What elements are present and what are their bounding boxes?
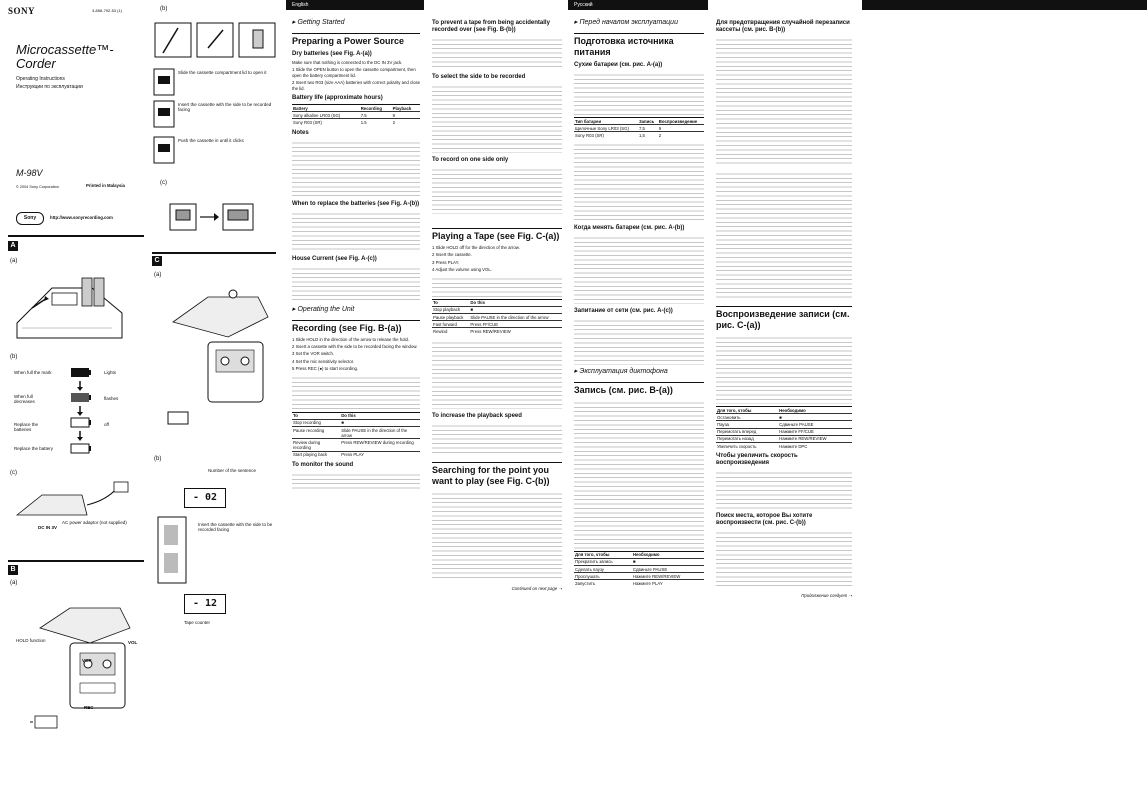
battery-life-table bbox=[292, 104, 420, 126]
counter-display-1: - 02 bbox=[184, 488, 226, 508]
search-filler bbox=[432, 490, 562, 580]
ru-continued-text: Продолжение следует bbox=[801, 593, 848, 599]
table-cell: 1,5 bbox=[638, 132, 658, 139]
cassette-window-illustration bbox=[168, 200, 258, 235]
col2-divider-c bbox=[152, 252, 276, 254]
table-row bbox=[574, 580, 704, 587]
rec-step-4: 4 Set the mic sensitivity selector. bbox=[292, 358, 355, 364]
monitor-heading: To monitor the sound bbox=[292, 462, 354, 469]
ru-protect-filler bbox=[716, 36, 852, 166]
website-url[interactable]: http://www.sonyrecording.com bbox=[50, 215, 113, 220]
table-cell: Rewind bbox=[432, 328, 469, 335]
table-cell: 2 bbox=[392, 119, 420, 126]
battery-insert-illustration bbox=[12, 268, 142, 343]
battery-note-3: off bbox=[104, 422, 109, 427]
table-row bbox=[292, 105, 420, 112]
table-header: Do this bbox=[469, 299, 562, 306]
table-row bbox=[716, 435, 852, 442]
table-cell: Sony R03 (SR) bbox=[292, 119, 360, 126]
table-header: Запись bbox=[638, 118, 658, 125]
dry-step-1: 1 Slide the OPEN button to open the cassette compartment, then open the battery compartment lid. bbox=[292, 67, 416, 78]
play-filler bbox=[432, 275, 562, 297]
table-cell: Stop recording bbox=[292, 419, 340, 426]
printed-in: Printed in Malaysia bbox=[86, 183, 125, 188]
b-label-vol: VOL bbox=[128, 640, 138, 645]
table-row bbox=[292, 119, 420, 126]
ru-recording-heading: Запись (см. рис. B-(a)) bbox=[574, 382, 704, 396]
table-cell: Прослушать bbox=[574, 573, 632, 580]
table-cell: 9 bbox=[392, 112, 420, 119]
ru-playing-heading: Воспроизведение записи (см. рис. C-(a)) bbox=[716, 306, 852, 331]
ru-prep-power: Подготовка источника питания bbox=[574, 33, 704, 58]
col2-note-2: Insert the cassette with the side to be recorded facing bbox=[178, 102, 272, 113]
ru-replace-filler bbox=[574, 234, 704, 304]
english-column-2 bbox=[426, 0, 566, 806]
figures-column bbox=[148, 0, 280, 806]
russian-lang-bar: Русский bbox=[568, 0, 708, 10]
table-row bbox=[432, 306, 562, 313]
table-cell: ■ bbox=[469, 306, 562, 313]
ru-getting-started: ▸ Перед началом эксплуатации bbox=[574, 19, 678, 26]
fig-c-sub-b: (b) bbox=[154, 456, 162, 462]
table-cell: Перемотать назад bbox=[716, 435, 778, 442]
dry-batteries-heading: Dry batteries (see Fig. A-(a)) bbox=[292, 51, 372, 57]
table-row bbox=[292, 412, 420, 419]
col2-note-3: Push the cassette in until it clicks bbox=[178, 138, 244, 143]
english-lang-bar: English bbox=[286, 0, 424, 10]
getting-started-text: Getting Started bbox=[297, 19, 345, 26]
table-row bbox=[574, 125, 704, 132]
rec-step-2: 2 Insert a cassette with the side to be recorded facing the window. bbox=[292, 344, 418, 350]
table-cell: Пауза bbox=[716, 421, 778, 428]
table-cell: 9 bbox=[658, 125, 704, 132]
table-row bbox=[574, 573, 704, 580]
table-row bbox=[716, 428, 852, 435]
ru-getting-started-text: Перед началом эксплуатации bbox=[579, 19, 678, 26]
table-row bbox=[292, 439, 420, 451]
select-side-heading: To select the side to be recorded bbox=[432, 74, 526, 80]
table-row bbox=[574, 551, 704, 558]
ru-battery-table bbox=[574, 117, 704, 139]
rec-step-3: 3 Set the VOR switch. bbox=[292, 351, 335, 357]
ru-continued: Продолжение следует ➝ bbox=[801, 593, 852, 599]
table-cell: Остановить bbox=[716, 414, 778, 421]
fig-a-sub-b: (b) bbox=[10, 354, 18, 360]
speed-filler bbox=[432, 422, 562, 456]
table-cell: ■ bbox=[340, 419, 420, 426]
brand-logo: SONY bbox=[8, 6, 36, 16]
figure-c-label: C bbox=[152, 256, 162, 266]
house-current-heading: House Current (see Fig. A-(c)) bbox=[292, 255, 377, 262]
increase-speed-heading: To increase the playback speed bbox=[432, 412, 522, 419]
recording-table bbox=[292, 412, 420, 458]
cassette-side-icon-2 bbox=[153, 100, 175, 128]
table-header: Для того, чтобы bbox=[716, 407, 778, 414]
ru-speed-filler bbox=[716, 469, 852, 509]
table-row bbox=[574, 118, 704, 125]
playing-heading: Playing a Tape (see Fig. C-(a)) bbox=[432, 228, 562, 242]
battery-step-4: Replace the battery bbox=[14, 446, 54, 451]
table-header: Необходимо bbox=[778, 407, 852, 414]
dc-in-label: DC IN 3V bbox=[38, 525, 58, 530]
play-step-2: 2 Insert the cassette. bbox=[432, 252, 472, 258]
battery-life-heading: Battery life (approximate hours) bbox=[292, 95, 383, 102]
table-header: Battery bbox=[292, 105, 360, 112]
table-cell: Нажмите PLAY bbox=[632, 580, 704, 587]
table-cell: Start playing back bbox=[292, 451, 340, 458]
prep-power-heading: Preparing a Power Source bbox=[292, 33, 420, 47]
monitor-filler bbox=[292, 471, 420, 491]
table-row bbox=[716, 407, 852, 414]
ru-search-filler bbox=[716, 529, 852, 589]
cover-column bbox=[0, 0, 148, 806]
table-cell: ■ bbox=[632, 558, 704, 565]
fig-a-sub-c: (c) bbox=[10, 470, 17, 476]
table-row bbox=[292, 112, 420, 119]
ru-search-heading: Поиск места, которое Вы хотите воспроизвести (см. рис. C-(b)) bbox=[716, 513, 813, 527]
table-header: To bbox=[292, 412, 340, 419]
table-cell: Review during recording bbox=[292, 439, 340, 451]
table-cell: 7.5 bbox=[360, 112, 392, 119]
table-header: Воспроизведение bbox=[658, 118, 704, 125]
figure-b-label: B bbox=[8, 565, 18, 575]
tape-sides-illustration bbox=[156, 515, 196, 585]
protect-heading: To prevent a tape from being accidentally recorded over (see Fig. B-(b)) bbox=[432, 20, 550, 33]
table-row bbox=[432, 328, 562, 335]
table-row bbox=[574, 132, 704, 139]
one-side-filler bbox=[432, 166, 562, 214]
table-cell: Press REW/REVIEW bbox=[469, 328, 562, 335]
table-cell: Сдвиньте PAUSE bbox=[632, 566, 704, 573]
ru-protect-heading: Для предотвращения случайной перезаписи кассеты (см. рис. B-(b)) bbox=[716, 20, 850, 33]
english-continued: Continued on next page ➝ bbox=[511, 585, 562, 591]
model-name: M-98V bbox=[16, 168, 43, 178]
ops-en: Operating Instructions bbox=[16, 76, 65, 82]
play-step-3: 3 Press PLAY. bbox=[432, 259, 460, 265]
ru-speed-heading: Чтобы увеличить скорость воспроизведения bbox=[716, 453, 798, 467]
table-cell: Slide PAUSE in the direction of the arrow bbox=[340, 427, 420, 439]
protect-filler bbox=[432, 36, 562, 70]
operating-heading: ▸ Operating the Unit bbox=[292, 305, 355, 313]
ru-dry-batteries: Сухие батареи (см. рис. A-(a)) bbox=[574, 62, 663, 68]
table-row bbox=[292, 451, 420, 458]
searching-heading: Searching for the point you want to play (see Fig. C-(b)) bbox=[432, 462, 562, 487]
rec-step-1: 1 Slide HOLD in the direction of the arrow to release the hold. bbox=[292, 336, 410, 342]
table-cell: 2 bbox=[658, 132, 704, 139]
rec-filler bbox=[292, 374, 420, 410]
cover-divider bbox=[8, 235, 144, 237]
copyright: © 2004 Sony Corporation bbox=[16, 185, 59, 189]
table-cell: Slide PAUSE in the direction of the arrow bbox=[469, 314, 562, 321]
ru-operating: ▸ Эксплуатация диктофона bbox=[574, 367, 668, 375]
table-row bbox=[716, 414, 852, 421]
getting-started-heading: ▸ Getting Started bbox=[292, 19, 345, 26]
cover-divider-b bbox=[8, 560, 144, 562]
battery-step-2: When full decreases bbox=[14, 394, 35, 405]
table-row bbox=[432, 299, 562, 306]
table-cell: Press FF/CUE bbox=[469, 321, 562, 328]
play-step-4: 4 Adjust the volume using VOL. bbox=[432, 267, 492, 273]
table-cell: Нажмите DPC bbox=[778, 443, 852, 450]
product-title-2: Corder bbox=[16, 56, 56, 71]
ops-ru: Инструкции по эксплуатации bbox=[16, 84, 83, 90]
part-number: 3-858-792-53 (1) bbox=[92, 8, 123, 13]
table-cell: ■ bbox=[778, 414, 852, 421]
table-cell: Запустить bbox=[574, 580, 632, 587]
table-row bbox=[574, 566, 704, 573]
table-cell: Sony R03 (SR) bbox=[574, 132, 638, 139]
rec-step-5: 5 Press REC (●) to start recording. bbox=[292, 366, 359, 372]
operating-text: Operating the Unit bbox=[297, 305, 355, 313]
table-header: Playback bbox=[392, 105, 420, 112]
table-header: To bbox=[432, 299, 469, 306]
tab-break-illustration bbox=[153, 18, 278, 63]
product-title-1: Microcassette™- bbox=[16, 42, 114, 57]
table-cell: Нажмите REW/REVIEW bbox=[778, 435, 852, 442]
one-side-heading: To record on one side only bbox=[432, 157, 509, 163]
table-row bbox=[292, 419, 420, 426]
b-label-rec: REC bbox=[84, 705, 94, 710]
cassette-side-icon-3 bbox=[153, 136, 175, 164]
play-step-1: 1 Slide HOLD off for the direction of the arrow. bbox=[432, 245, 520, 250]
table-cell: Нажмите REW/REVIEW bbox=[632, 573, 704, 580]
ru-notes-filler bbox=[574, 141, 704, 221]
table-row bbox=[432, 314, 562, 321]
table-cell: Сделать паузу bbox=[574, 566, 632, 573]
table-header: Do this bbox=[340, 412, 420, 419]
notes-filler bbox=[292, 139, 420, 197]
recording-heading: Recording (see Fig. B-(a)) bbox=[292, 320, 420, 334]
battery-note-1: Lights bbox=[104, 370, 117, 375]
ru-operating-text: Эксплуатация диктофона bbox=[579, 367, 668, 375]
battery-step-1: When full the mark bbox=[14, 370, 52, 375]
ru-replace-heading: Когда менять батареи (см. рис. A-(b)) bbox=[574, 224, 685, 231]
counter-label-1: Number of the sentence bbox=[208, 468, 257, 473]
playback-table bbox=[432, 299, 562, 335]
b-label-vor: VOR bbox=[82, 658, 92, 663]
table-row bbox=[432, 321, 562, 328]
table-cell: Stop playback bbox=[432, 306, 469, 313]
fig-b-sub-b: (b) bbox=[160, 6, 168, 12]
table-cell: Press REW/REVIEW during recording bbox=[340, 439, 420, 451]
table-header: Тип батареи bbox=[574, 118, 638, 125]
table-cell: Сдвиньте PAUSE bbox=[778, 421, 852, 428]
battery-level-icons bbox=[67, 364, 97, 464]
fig-b-sub-c: (c) bbox=[160, 180, 167, 186]
battery-note-2: flashes bbox=[104, 396, 119, 401]
dry-intro: Make sure that nothing is connected to the DC IN 3V jack. bbox=[292, 60, 403, 65]
counter-display-2: - 12 bbox=[184, 594, 226, 614]
table-header: Необходимо bbox=[632, 551, 704, 558]
table-cell: Pause playback bbox=[432, 314, 469, 321]
ru-dry-filler bbox=[574, 71, 704, 115]
table-row bbox=[716, 421, 852, 428]
ac-adaptor-note: AC power adaptor (not supplied) bbox=[62, 520, 127, 525]
notes-heading: Notes bbox=[292, 129, 309, 136]
english-continued-text: Continued on next page bbox=[511, 585, 558, 591]
table-header: Для того, чтобы bbox=[574, 551, 632, 558]
dry-step-2: 2 Insert two R03 (size AAA) batteries with correct polarity and close the lid. bbox=[292, 80, 421, 91]
table-cell: Увеличить скорость bbox=[716, 443, 778, 450]
battery-step-3: Replace the batteries bbox=[14, 422, 39, 433]
ru-playback-table bbox=[716, 406, 852, 449]
figure-a-label: A bbox=[8, 241, 18, 251]
right-edge-bar bbox=[862, 0, 1147, 10]
english-column-1 bbox=[286, 0, 424, 806]
table-cell: Прекратить запись bbox=[574, 558, 632, 565]
table-row bbox=[716, 443, 852, 450]
russian-column-2 bbox=[710, 0, 856, 806]
table-cell: 7,5 bbox=[638, 125, 658, 132]
table-header: Recording bbox=[360, 105, 392, 112]
b-label-hold: HOLD function bbox=[16, 638, 46, 643]
table-cell: Press PLAY bbox=[340, 451, 420, 458]
ru-house-heading: Запитание от сети (см. рис. A-(c)) bbox=[574, 307, 673, 314]
table-cell: Sony alkaline LR03 (SG) bbox=[292, 112, 360, 119]
ru-misc-filler bbox=[716, 170, 852, 300]
fig-c-sub-a: (a) bbox=[154, 272, 162, 278]
table-cell: Fast forward bbox=[432, 321, 469, 328]
replace-heading: When to replace the batteries (see Fig. A-(b)) bbox=[292, 200, 420, 207]
playback-illustration bbox=[158, 282, 276, 442]
fig-b-sub-a: (a) bbox=[10, 580, 18, 586]
table-cell: 1.5 bbox=[360, 119, 392, 126]
house-filler bbox=[292, 265, 420, 303]
table-cell: Pause recording bbox=[292, 427, 340, 439]
table-cell: Перемотать вперед bbox=[716, 428, 778, 435]
ru-recording-table bbox=[574, 551, 704, 587]
russian-column-1 bbox=[568, 0, 708, 806]
col2-note-c1: Insert the cassette with the side to be recorded facing bbox=[198, 522, 273, 533]
replace-filler bbox=[292, 210, 420, 252]
col2-note-1: Slide the cassette compartment lid to open it bbox=[178, 70, 267, 75]
sony-logo-mark: Sony bbox=[16, 212, 44, 225]
ru-play-filler bbox=[716, 334, 852, 404]
table-cell: Нажмите FF/CUE bbox=[778, 428, 852, 435]
play-notes-filler bbox=[432, 339, 562, 409]
table-cell: Щелочные Sony LR03 (SG) bbox=[574, 125, 638, 132]
table-row bbox=[292, 427, 420, 439]
cassette-side-icon-1 bbox=[153, 68, 175, 96]
ru-house-filler bbox=[574, 317, 704, 365]
select-filler bbox=[432, 83, 562, 153]
ru-rec-filler bbox=[574, 399, 704, 549]
fig-a-sub-a: (a) bbox=[10, 258, 18, 264]
table-row bbox=[574, 558, 704, 565]
counter-label-2: Tape counter bbox=[184, 620, 211, 625]
